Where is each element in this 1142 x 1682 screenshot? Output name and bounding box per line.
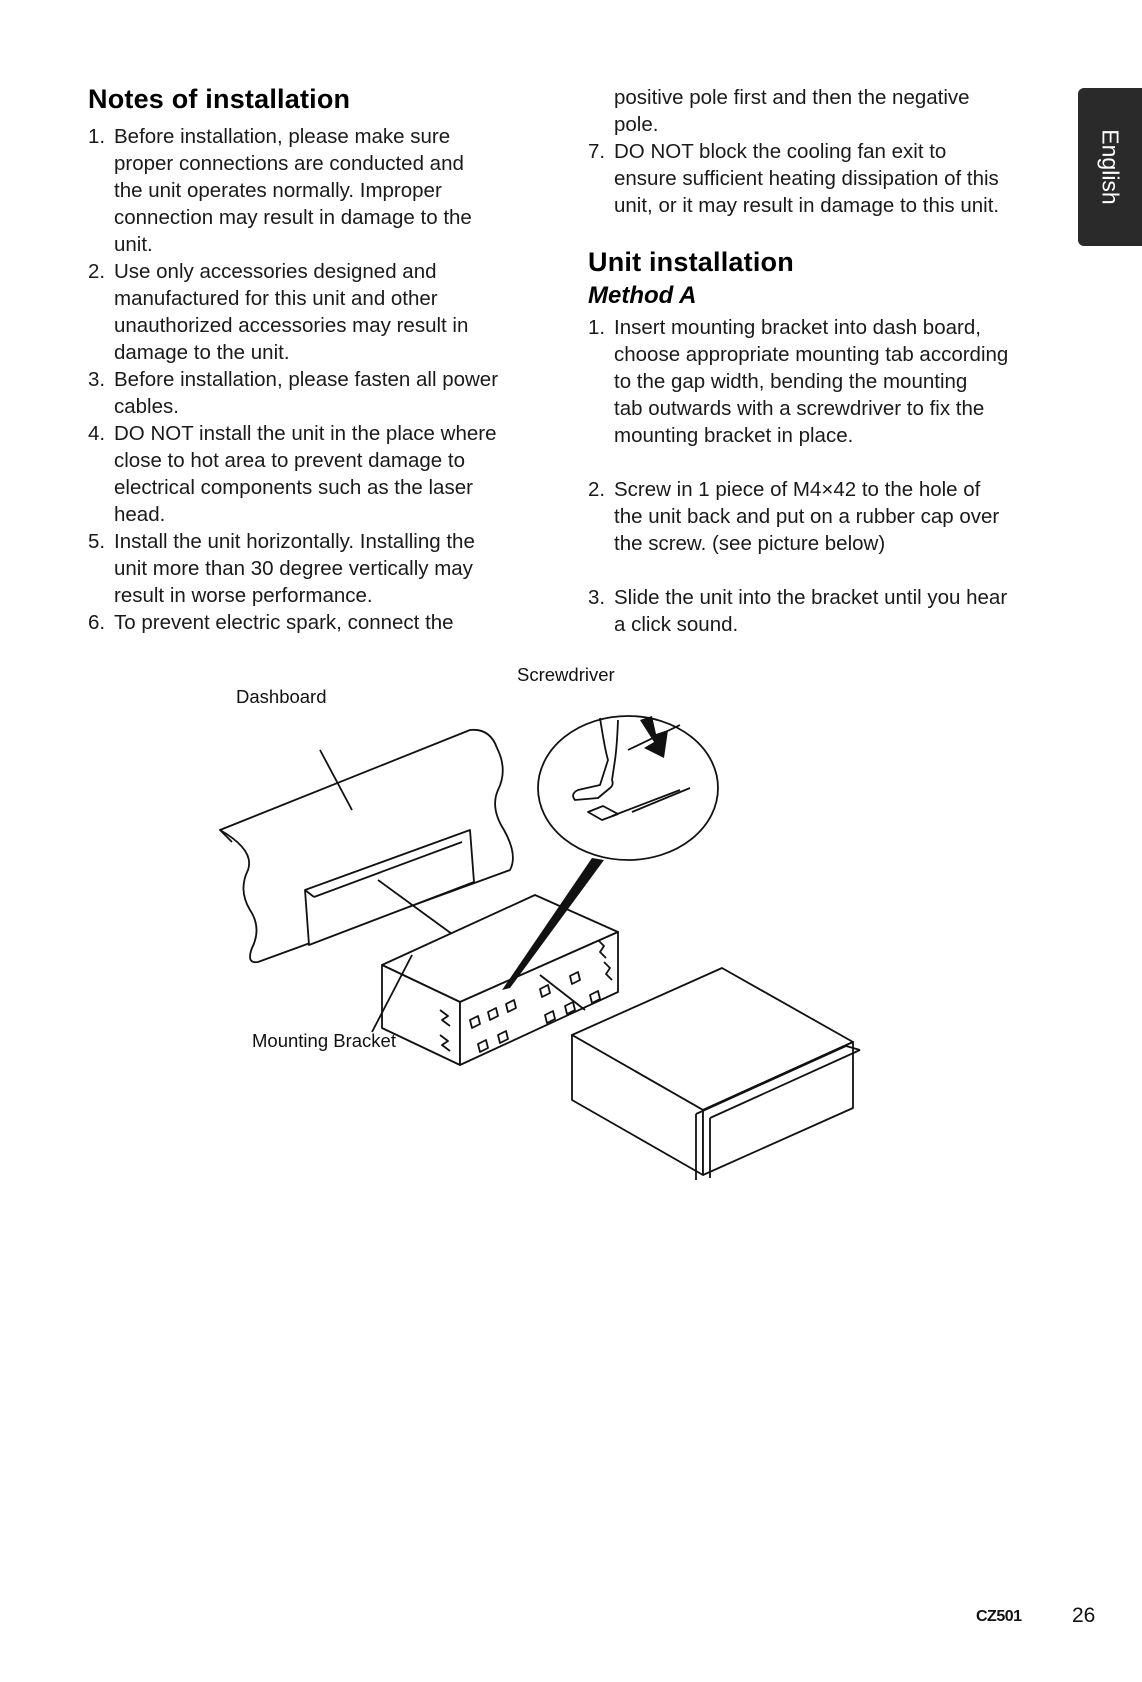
list-item: 7. DO NOT block the cooling fan exit to ensure sufficient heating dissipation of this unit, or it may result in damage to this unit. [588,140,1000,217]
right-column [588,84,1058,638]
notes-section [88,84,548,636]
list-item: 1. Insert mounting bracket into dash board, choose appropriate mounting tab according to the gap width, bending the mounting tab outwards with a screwdriver to fix the mounting bracket in place. [588,316,1009,447]
list-item: 1. Before installation, please make sure proper connections are conducted and the unit operates normally. Improper connection may result in damage to the unit. [88,125,472,256]
list-item: 3. Slide the unit into the bracket until you hear a click sound. [588,586,1008,636]
list-item: 3. Before installation, please fasten all power cables. [88,368,499,418]
page-number: 26 [1072,1604,1096,1627]
notes-list-continued [588,138,1058,219]
list-item: 5. Install the unit horizontally. Installing the unit more than 30 degree vertically may result in worse performance. [88,530,475,607]
screwdriver-detail [538,716,718,860]
language-tab [1078,88,1142,246]
screwdriver-label: Screwdriver [517,664,615,685]
list-item: 2. Screw in 1 piece of M4×42 to the hole of the unit back and put on a rubber cap over the screw. (see picture below) [588,478,1000,555]
dashboard-label: Dashboard [236,686,327,707]
mounting-bracket-label: Mounting Bracket [252,1030,396,1051]
installation-illustration [0,690,1142,1270]
method-title: Method A [588,282,697,309]
notes-continuation: positive pole first and then the negative pole. [614,86,970,136]
model-number: CZ501 [976,1608,1022,1625]
unit-installation-title: Unit installation [588,247,794,277]
notes-title: Notes of installation [88,84,351,114]
list-item: 2. Use only accessories designed and manufactured for this unit and other unauthorized accessories may result in damage to the unit. [88,260,469,364]
list-item: 4. DO NOT install the unit in the place where close to hot area to prevent damage to electrical components such as the laser head. [88,422,497,526]
unit-steps-list [588,314,1058,638]
notes-list [88,123,548,636]
language-tab-label: English [1097,129,1124,205]
list-item: 6. To prevent electric spark, connect the [88,611,454,634]
installation-diagram [0,664,1142,1270]
